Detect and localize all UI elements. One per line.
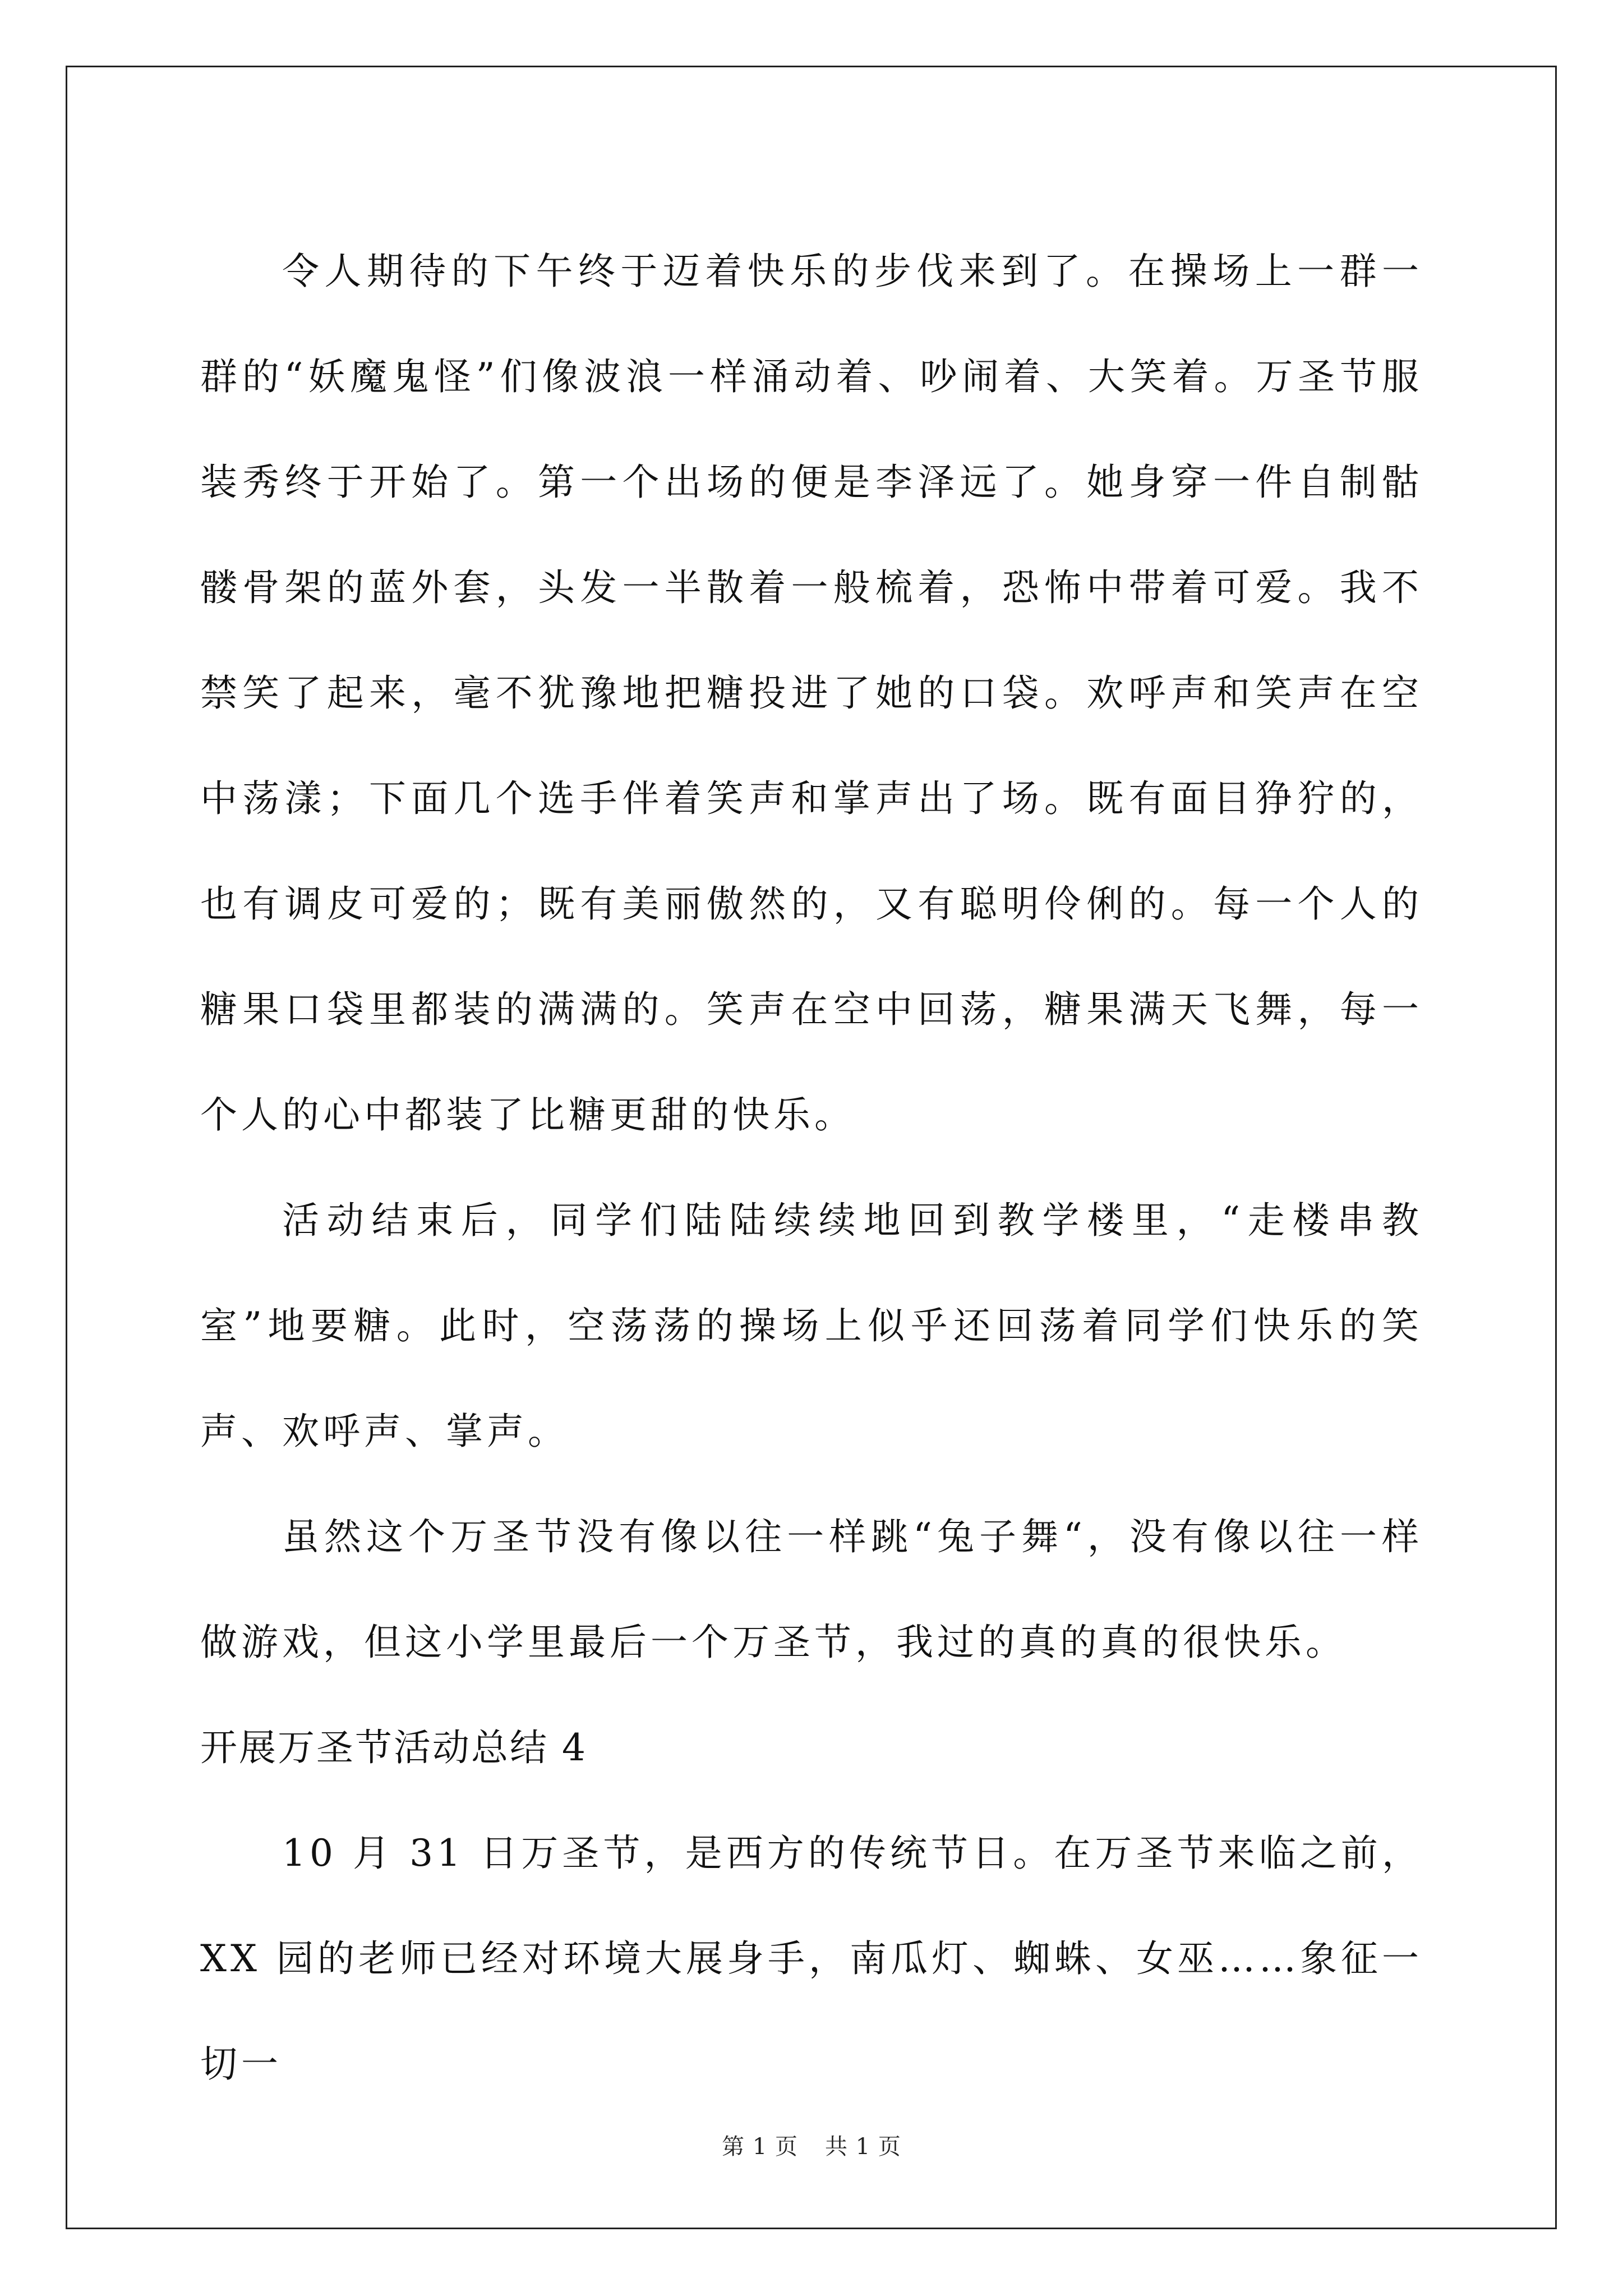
document-body (200, 219, 1423, 2117)
section-paragraph: 10 月 31 日万圣节，是西方的传统节日。在万圣节来临之前，XX 园的老师已经对环境大展身手，南瓜灯、蜘蛛、女巫……象征一切一 (200, 1832, 1423, 2086)
paragraph-2: 活动结束后，同学们陆陆续续地回到教学楼里，“走楼串教室”地要糖。此时，空荡荡的操场上似乎还回荡着同学们快乐的笑声、欢呼声、掌声。 (200, 1199, 1423, 1453)
page-number: 第 1 页 (722, 2134, 798, 2160)
section-heading: 开展万圣节活动总结 4 (200, 1726, 587, 1769)
paragraph-3: 虽然这个万圣节没有像以往一样跳“兔子舞“，没有像以往一样做游戏，但这小学里最后一个万圣节，我过的真的真的很快乐。 (200, 1515, 1423, 1664)
page-total: 共 1 页 (825, 2134, 901, 2160)
page-footer (0, 2129, 1623, 2161)
paragraph-1: 令人期待的下午终于迈着快乐的步伐来到了。在操场上一群一群的“妖魔鬼怪”们像波浪一样涌动着、吵闹着、大笑着。万圣节服装秀终于开始了。第一个出场的便是李泽远了。她身穿一件自制骷髅骨架的蓝外套，头发一半散着一般梳着，恐怖中带着可爱。我不禁笑了起来，毫不犹豫地把糖投进了她的口袋。欢呼声和笑声在空中荡漾；下面几个选手伴着笑声和掌声出了场。既有面目狰狞的，也有调皮可爱的；既有美丽傲然的，又有聪明伶俐的。每一个人的糖果口袋里都装的满满的。笑声在空中回荡，糖果满天飞舞，每一个人的心中都装了比糖更甜的快乐。 (200, 250, 1423, 1137)
